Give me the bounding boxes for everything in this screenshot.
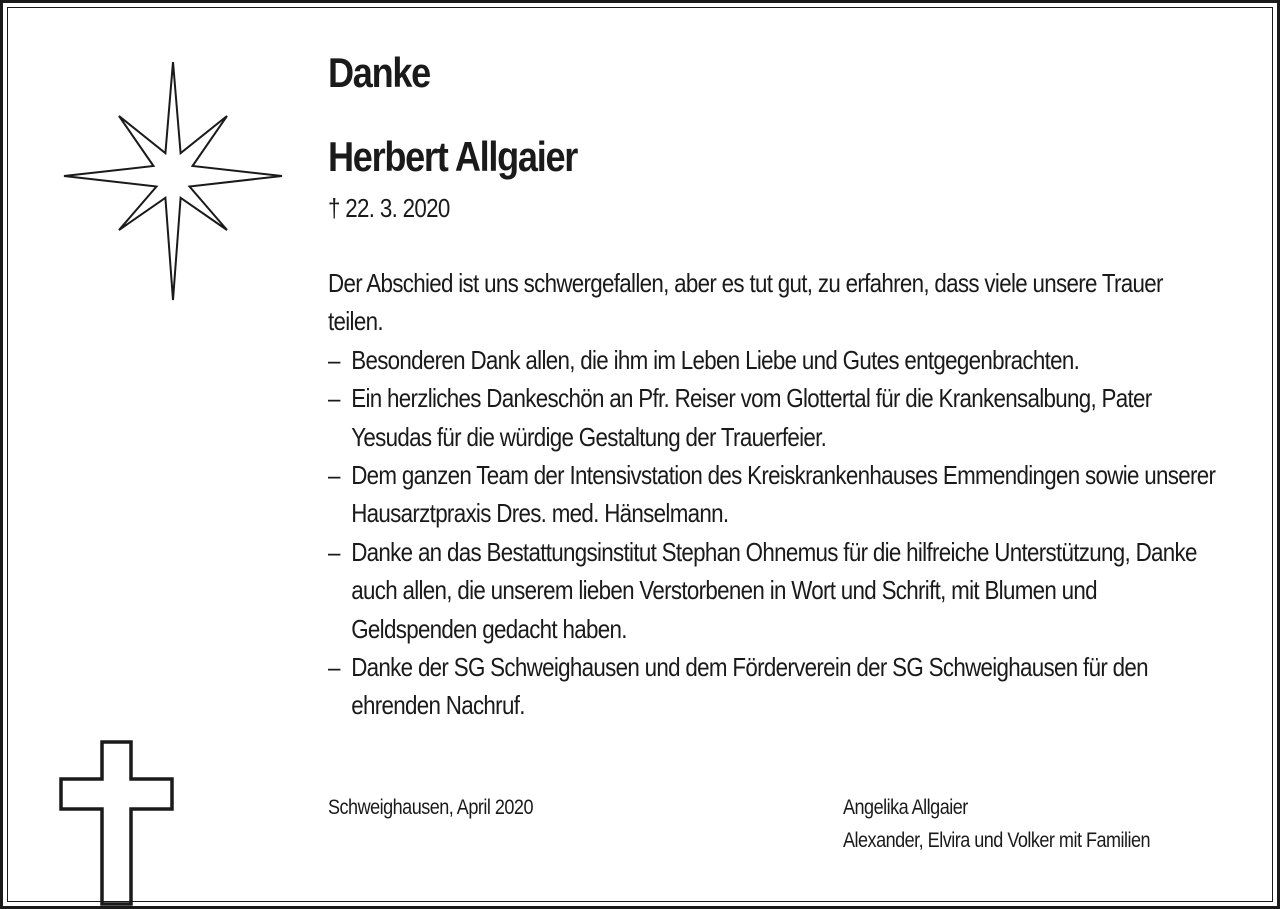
dash-marker: – xyxy=(328,460,340,491)
dash-marker: – xyxy=(328,344,340,375)
thanks-text: Ein herzliches Dankeschön an Pfr. Reiser vom Glottertal für die Krankensalbung, Pater Yesudas für die würdige Gestaltung der Trauerfeier. xyxy=(351,383,1152,452)
notice-heading: Danke xyxy=(328,49,430,96)
signature-line: Alexander, Elvira und Volker mit Familien xyxy=(843,829,1151,852)
death-date: † 22. 3. 2020 xyxy=(328,193,450,223)
intro-paragraph: Der Abschied ist uns schwergefallen, aber es tut gut, zu erfahren, dass viele unsere Trauer teilen. xyxy=(328,268,1163,337)
thanks-text: Danke an das Bestattungsinstitut Stephan Ohnemus für die hilfreiche Unterstützung, Danke auch allen, die unserem lieben Verstorbenen in Wort und Schrift, mit Blumen und Geldspenden gedacht haben. xyxy=(351,536,1197,644)
thanks-item xyxy=(328,648,1222,725)
signature-line: Angelika Allgaier xyxy=(843,796,968,819)
notice-body xyxy=(328,264,1222,725)
place-and-date: Schweighausen, April 2020 xyxy=(328,796,533,819)
thanks-item xyxy=(328,341,1222,379)
cross-icon xyxy=(58,740,174,906)
thanks-text: Besonderen Dank allen, die ihm im Leben Liebe und Gutes entgegenbrachten. xyxy=(351,344,1080,375)
dash-marker: – xyxy=(328,536,340,567)
thanks-item xyxy=(328,379,1222,456)
thanks-item xyxy=(328,456,1222,533)
deceased-name: Herbert Allgaier xyxy=(328,133,578,180)
star-icon xyxy=(60,62,286,304)
dash-marker: – xyxy=(328,652,340,683)
dash-marker: – xyxy=(328,383,340,414)
thanks-item xyxy=(328,533,1222,648)
thanks-text: Danke der SG Schweighausen und dem Förderverein der SG Schweighausen für den ehrenden Nachruf. xyxy=(351,652,1148,721)
thanks-text: Dem ganzen Team der Intensivstation des Kreiskrankenhauses Emmendingen sowie unserer Hausarztpraxis Dres. med. Hänselmann. xyxy=(351,460,1216,529)
thanks-list xyxy=(328,341,1222,725)
